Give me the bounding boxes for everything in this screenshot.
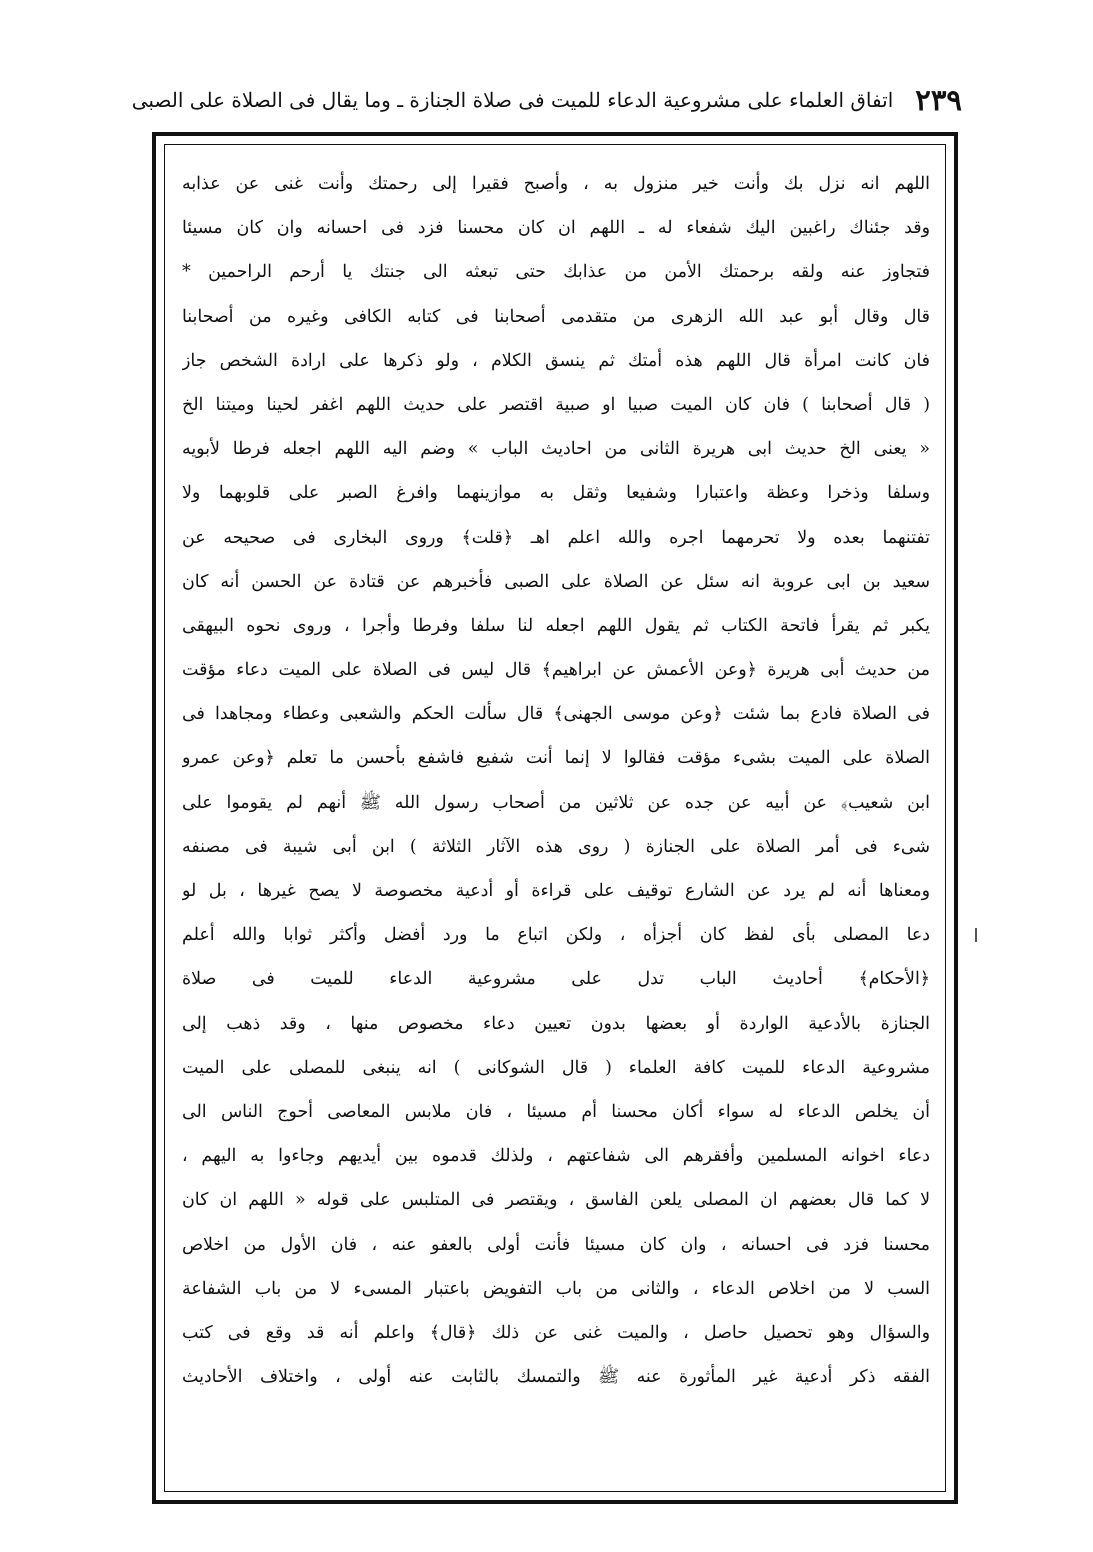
text-line: لا كما قال بعضهم ان المصلى يلعن الفاسق ، ويقتصر فى المتلبس على قوله « اللهم ان كان (182, 1190, 930, 1211)
text-line: ابن شعيب﴾ عن أبيه عن جده عن ثلاثين من أصحاب رسول الله ﷺ أنهم لم يقوموا على (182, 792, 930, 813)
text-line: تفتنهما بعده ولا تحرمهما اجره والله اعلم اهـ ﴿قلت﴾ وروى البخارى فى صحيحه عن (182, 527, 930, 548)
text-line: وسلفا وذخرا وعظة واعتبارا وشفيعا وثقل به موازينهما وافرغ الصبر على قلوبهما ولا (182, 483, 930, 504)
text-line: من حديث أبى هريرة ﴿وعن الأعمش عن ابراهيم﴾ قال ليس فى الصلاة على الميت دعاء مؤقت (182, 660, 930, 681)
text-line: ﴿الأحكام﴾ أحاديث الباب تدل على مشروعية الدعاء للميت فى صلاة (182, 969, 930, 990)
text-line: يكبر ثم يقرأ فاتحة الكتاب ثم يقول اللهم اجعله لنا سلفا وفرطا وأجرا ، وروى نحوه البيهقى (182, 615, 930, 636)
running-title: اتفاق العلماء على مشروعية الدعاء للميت فى صلاة الجنازة ـ وما يقال فى الصلاة على الصبى (131, 88, 894, 112)
page-number: ٢٣٩ (915, 83, 962, 117)
margin-mark (975, 928, 977, 942)
text-line: فى الصلاة فادع بما شئت ﴿وعن موسى الجهنى﴾ قال سألت الحكم والشعبى وعطاء ومجاهدا فى (182, 704, 930, 725)
text-line: السب لا من اخلاص الدعاء ، والثانى من باب التفويض باعتبار المسىء لا من باب الشفاعة (182, 1278, 930, 1299)
text-line: الفقه ذكر أدعية غير المأثورة عنه ﷺ والتمسك بالثابت عنه أولى ، واختلاف الأحاديث (182, 1367, 930, 1388)
text-line: محسنا فزد فى احسانه ، وان كان مسيئا فأنت أولى بالعفو عنه ، فان الأول من اخلاص (182, 1234, 930, 1255)
text-line: دعاء اخوانه المسلمين وأفقرهم الى شفاعتهم ، ولذلك قدموه بين أيديهم وجاءوا به اليهم ، (182, 1146, 930, 1167)
text-line: ( قال أصحابنا ) فان كان الميت صبيا او صبية اقتصر على حديث اللهم اغفر لحينا وميتنا الخ (182, 394, 930, 415)
body-text (182, 162, 930, 1399)
text-line: أن يخلص الدعاء له سواء أكان محسنا أم مسيئا ، فان ملابس المعاصى أحوج الناس الى (182, 1101, 930, 1122)
text-line: « يعنى الخ حديث ابى هريرة الثانى من احاديث الباب » وضم اليه اللهم اجعله فرطا لأبويه (182, 439, 930, 460)
text-line: فان كانت امرأة قال اللهم هذه أمتك ثم ينسق الكلام ، ولو ذكرها على ارادة الشخص جاز (182, 350, 930, 371)
text-line: دعا المصلى بأى لفظ كان أجزأه ، ولكن اتباع ما ورد أفضل وأكثر ثوابا والله أعلم (182, 925, 930, 946)
text-line: ومعناها أنه لم يرد عن الشارع توقيف على قراءة أو أدعية مخصوصة لا يصح غيرها ، بل لو (182, 881, 930, 901)
text-line: فتجاوز عنه ولقه برحمتك الأمن من عذابك حتى تبعثه الى جنتك يا أرحم الراحمين * (182, 262, 930, 283)
text-line: الجنازة بالأدعية الواردة أو بعضها بدون تعيين دعاء مخصوص منها ، وقد ذهب إلى (182, 1013, 930, 1034)
text-line: شىء فى أمر الصلاة على الجنازة ( روى هذه الآثار الثلاثة ) ابن أبى شيبة فى مصنفه (182, 836, 930, 857)
text-line: سعيد بن ابى عروبة انه سئل عن الصلاة على الصبى فأخبرهم عن قتادة عن الحسن أنه كان (182, 571, 930, 592)
page-header (131, 78, 962, 122)
text-line: الصلاة على الميت بشىء مؤقت فقالوا لا إنما أنت شفيع فاشفع بأحسن ما تعلم ﴿وعن عمرو (182, 748, 930, 769)
text-line: اللهم انه نزل بك وأنت خير منزول به ، وأصبح فقيرا إلى رحمتك وأنت غنى عن عذابه (182, 174, 930, 194)
text-line: وقد جئناك راغبين اليك شفعاء له ـ اللهم ان كان محسنا فزد فى احسانه وان كان مسيئا (182, 218, 930, 239)
text-line: والسؤال وهو تحصيل حاصل ، والميت غنى عن ذلك ﴿قال﴾ واعلم أنه قد وقع فى كتب (182, 1322, 930, 1343)
text-line: قال وقال أبو عبد الله الزهرى من متقدمى أصحابنا فى كتابه الكافى وغيره من أصحابنا (182, 306, 930, 327)
text-line: مشروعية الدعاء للميت كافة العلماء ( قال الشوكانى ) انه ينبغى للمصلى على الميت (182, 1057, 930, 1078)
